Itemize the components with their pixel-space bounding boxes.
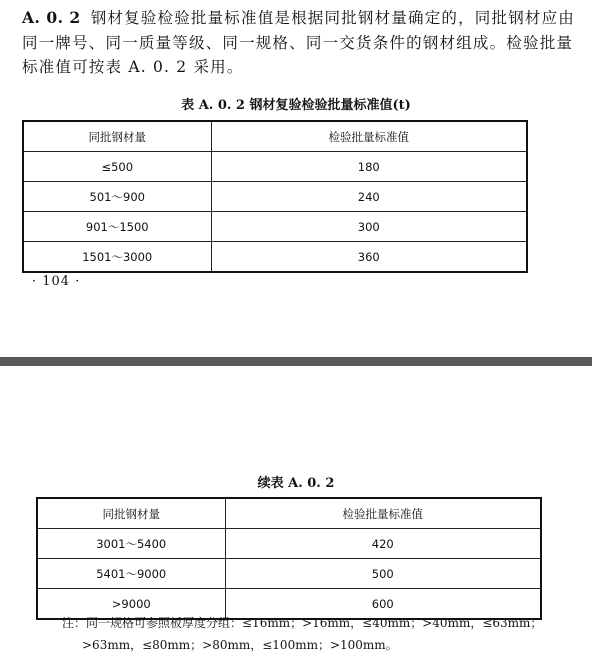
column-header: 检验批量标准值 [211,121,527,152]
table-header-row [23,121,527,152]
table-cell: 3001～5400 [37,529,225,559]
table-cell: 360 [211,242,527,273]
table2 [36,497,542,620]
table-row [37,529,541,559]
table-cell: 901～1500 [23,212,211,242]
column-header: 同批钢材量 [37,498,225,529]
table2-caption: 续表 A. 0. 2 [257,476,335,491]
table-row [37,559,541,589]
table-row [23,152,527,182]
section-number: A. 0. 2 [22,8,81,27]
table-cell: 500 [225,559,541,589]
page-divider [0,357,592,366]
table1 [22,120,528,273]
table-header-row [37,498,541,529]
table-cell: >9000 [37,589,225,620]
section-text: 钢材复验检验批量标准值是根据同批钢材量确定的，同批钢材应由同一牌号、同一质量等级、同一规格、同一交货条件的钢材组成。检验批量标准值可按表 A. 0. 2 采用。 [22,9,575,76]
table-row [23,182,527,212]
table-cell: 420 [225,529,541,559]
page-number: · 104 · [32,274,81,289]
table-cell: 180 [211,152,527,182]
table-cell: ≤500 [23,152,211,182]
table-note [62,612,582,656]
table-cell: 600 [225,589,541,620]
column-header: 检验批量标准值 [225,498,541,529]
column-header: 同批钢材量 [23,121,211,152]
section-paragraph [22,6,578,80]
table1-caption: 表 A. 0. 2 钢材复验检验批量标准值(t) [181,98,411,113]
table-cell: 5401～9000 [37,559,225,589]
note-line-1: 注：同一规格可参照板厚度分组：≤16mm；>16mm，≤40mm；>40mm，≤63mm； [62,616,543,630]
table-cell: 300 [211,212,527,242]
table-cell: 501～900 [23,182,211,212]
table-row [23,242,527,273]
table-row [23,212,527,242]
note-line-2: >63mm，≤80mm；>80mm，≤100mm；>100mm。 [82,638,398,652]
table-cell: 1501～3000 [23,242,211,273]
table-cell: 240 [211,182,527,212]
